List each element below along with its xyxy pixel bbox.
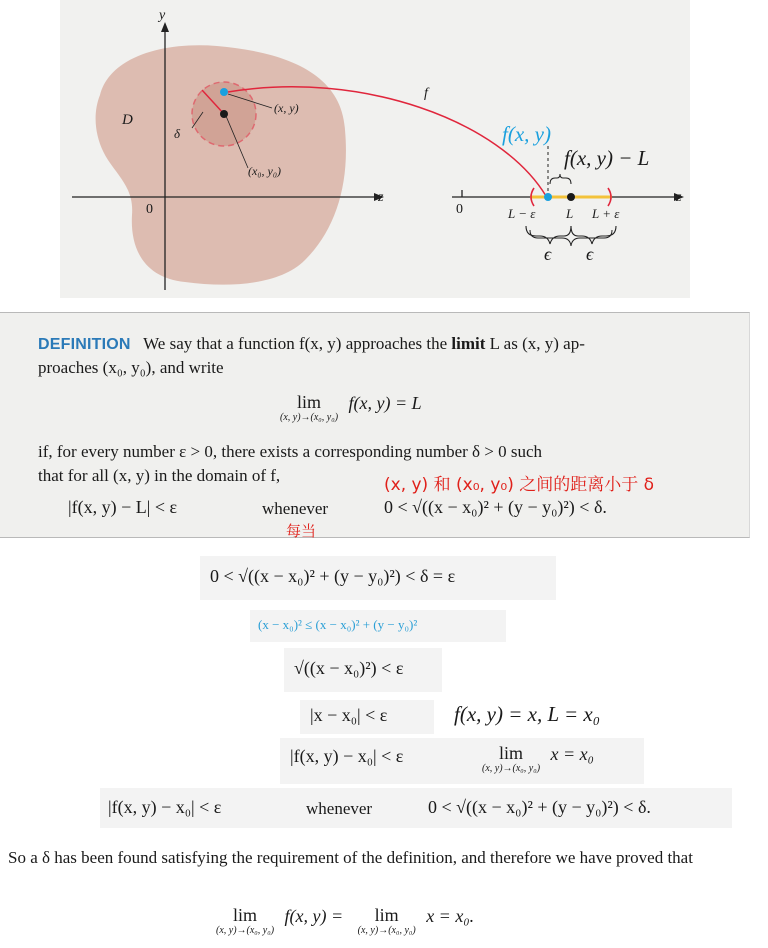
definition-text-1: We say that a function f(x, y) approaches the xyxy=(143,334,448,353)
eps-right-label: ϵ xyxy=(586,244,594,264)
step4: |x − x₀| < ε xyxy=(310,705,388,725)
step6-whenever: whenever xyxy=(306,799,373,818)
tick-l: L xyxy=(566,206,574,221)
step3: √((x − x₀)²) < ε xyxy=(294,658,404,678)
eps-left-label: ϵ xyxy=(544,244,552,264)
delta-label: δ xyxy=(174,126,181,141)
conclusion-expr-2: x = x₀. xyxy=(426,906,475,926)
limit-definition-figure xyxy=(60,0,690,298)
step5-limit xyxy=(482,744,594,774)
note-distance-red: (x, y) 和 (x₀, y₀) 之间的距离小于 δ xyxy=(384,475,655,495)
definition-keyword: DEFINITION xyxy=(38,336,131,353)
definition-text-1-end: L as (x, y) ap- xyxy=(489,334,585,353)
note-whenever-red: 每当 xyxy=(286,522,317,540)
definition-limit-expression xyxy=(280,393,422,423)
conclusion-lim-1-sub: (x, y)→(x₀, y₀) xyxy=(216,925,275,936)
tick-l-plus-eps: L + ε xyxy=(592,206,620,221)
f-xy-blue-label: f(x, y) xyxy=(502,122,551,146)
definition-line-2: proaches (x₀, y₀), and write xyxy=(38,358,224,377)
definition-box xyxy=(0,312,750,538)
step5-lim xyxy=(482,744,540,774)
conclusion-lim-2 xyxy=(358,906,416,936)
map-f-label: f xyxy=(424,86,428,101)
definition-lim-expr: f(x, y) = L xyxy=(348,393,422,413)
definition-lim xyxy=(280,393,338,423)
definition-ineq-right: 0 < √((x − x₀)² + (y − y₀)²) < δ. xyxy=(384,497,607,517)
conclusion-lim-2-sub: (x, y)→(x₀, y₀) xyxy=(357,925,416,936)
definition-whenever: whenever xyxy=(262,499,329,518)
definition-limit-word: limit xyxy=(451,334,486,353)
step5-lim-word: lim xyxy=(499,743,524,763)
origin-left-label: 0 xyxy=(146,202,153,217)
definition-line-3: if, for every number ε > 0, there exists a corresponding number δ > 0 such xyxy=(38,442,543,461)
point-xy-label: (x, y) xyxy=(274,101,299,115)
definition-line-1 xyxy=(38,333,585,356)
tick-l-minus-eps: L − ε xyxy=(508,206,536,221)
region-d-label: D xyxy=(122,112,133,128)
step5-lim-expr: x = x₀ xyxy=(550,744,594,764)
f-minus-l-label: f(x, y) − L xyxy=(564,146,650,170)
axis-z-left-label: z xyxy=(378,190,384,205)
origin-right-label: 0 xyxy=(456,202,463,217)
definition-lim-word: lim xyxy=(297,392,322,412)
step5-lim-sub: (x, y)→(x₀, y₀) xyxy=(482,763,541,774)
axis-y-label: y xyxy=(159,8,166,23)
axis-z-right-label: z xyxy=(676,190,682,205)
conclusion-text: So a δ has been found satisfying the requirement of the definition, and therefore we have proved that xyxy=(8,848,693,867)
conclusion-lim-1-word: lim xyxy=(233,905,258,925)
definition-line-4: that for all (x, y) in the domain of f, xyxy=(38,466,281,485)
conclusion-lim-1 xyxy=(216,906,274,936)
step5: |f(x, y) − x₀| < ε xyxy=(290,746,404,766)
conclusion-equation xyxy=(216,906,474,936)
step1: 0 < √((x − x₀)² + (y − y₀)²) < δ = ε xyxy=(210,566,456,586)
step6-right: 0 < √((x − x₀)² + (y − y₀)²) < δ. xyxy=(428,797,651,817)
conclusion-lim-2-word: lim xyxy=(374,905,399,925)
region-d xyxy=(96,45,346,284)
step4-note: f(x, y) = x, L = x₀ xyxy=(454,702,601,726)
step2: (x − x₀)² ≤ (x − x₀)² + (y − y₀)² xyxy=(258,617,418,632)
definition-ineq-left: |f(x, y) − L| < ε xyxy=(68,497,178,517)
definition-lim-sub: (x, y)→(x₀, y₀) xyxy=(280,412,339,423)
conclusion-expr-1: f(x, y) = xyxy=(284,906,344,926)
step6-left: |f(x, y) − x₀| < ε xyxy=(108,797,222,817)
point-x0y0-label: (x₀, y₀) xyxy=(248,164,281,178)
